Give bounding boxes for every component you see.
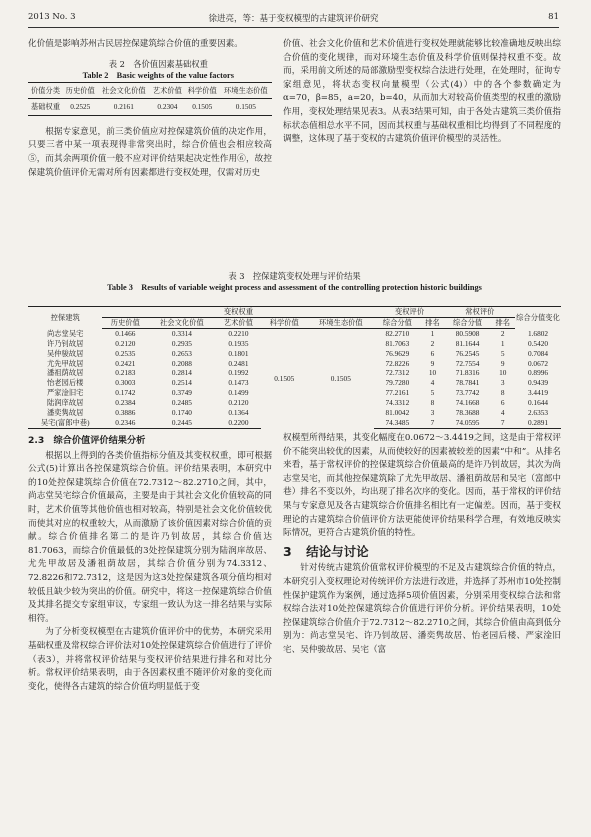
table-cell: 76.2545 xyxy=(455,348,480,358)
paragraph: 价值、社会文化价值和艺术价值进行变权处理就能够比较准确地反映出综合价值的变化规律，而对环境生态价值及科学价值则保持权重不变。故而，采用前文所述的局部激励型变权综合法进行处理，在处理时，征询专家组意见，将状态变权向量模型（公式(4)）中的各个参数确定为 α=70，β=85，a=20，b=40，从而加大对较高价值类型的权重的激励作用，变权处理结果见表3。从表3结果可知，由于各处古建筑三类价值指标状态值相总水平不同，因而其权重与基础权重相比均得到了不同程度的调整，这体现了基于变权的古建筑价值评价模型的灵活性。 xyxy=(283,39,561,145)
page-number: 81 xyxy=(548,12,559,22)
table-cell: 0.2481 xyxy=(228,358,249,368)
table-cell: 3 xyxy=(500,378,505,388)
table-cell: 尚志堂吴宅 xyxy=(46,328,84,338)
table-cell: 0.2183 xyxy=(115,368,136,378)
table-cell: 1.6802 xyxy=(527,328,549,338)
table-cell: 0.1644 xyxy=(527,398,549,408)
table-cell: 2 xyxy=(430,338,435,348)
table-header: 艺术价值 xyxy=(150,82,185,98)
table-cell-merged: 0.1505 xyxy=(274,373,295,383)
table-cell: 0.2120 xyxy=(228,398,249,408)
table-cell: 9 xyxy=(500,358,505,368)
table-cell: 0.2120 xyxy=(115,338,136,348)
table-cell: 72.8226 xyxy=(385,358,410,368)
table-cell: 0.2210 xyxy=(228,328,249,338)
paragraph: 权模型所得结果，其变化幅度在0.0672～3.4419之间，这是由于常权评价不能突出较优的因素，从而使较好的因素被较差的因素“中和”。从排名来看，基于常权评价的控保建筑综合价值最高的是许乃钊故居，其次为尚志堂吴宅，而其他控保建筑除了尤先甲故居、潘祖荫故居和吴宅（富郎中巷）排名不变以外，均出现了排名次序的变化。因而，基于常权的评价结果与专家意见及各古建筑综合价值排名相比有一定偏差。因而，基于变权理论的古建筑综合价值评价方法更能使评价结果科学合理，有效地反映实际情况，更符合古建筑价值的特性。 xyxy=(283,433,561,539)
table-cell: 陆润庠故居 xyxy=(46,398,84,408)
table-cell: 0.2485 xyxy=(171,398,192,408)
left-column-bottom xyxy=(28,432,272,694)
table-cell: 0.2088 xyxy=(171,358,192,368)
table-header: 环境生态价值 xyxy=(307,317,374,328)
table-cell: 8 xyxy=(500,388,505,398)
table-cell: 72.7312 xyxy=(385,368,410,378)
table-row xyxy=(28,328,561,338)
table-header: 历史价值 xyxy=(63,82,98,98)
table-cell: 0.2384 xyxy=(115,398,136,408)
table-cell: 79.7280 xyxy=(385,378,410,388)
paragraph: 针对传统古建筑价值常权评价模型的不足及古建筑综合价值的特点，本研究引入变权理论对传统评价方法进行改进，并选择了苏州市10处控制性保护建筑作为案例，通过选择5项价值因素，分别采用变权综合法和常权综合法对10处控保建筑综合价值进行评价分析。评价结果表明，10处控保建筑综合价值介于72.7312～82.2710之间，其综合价值由高到低分别为：尚志堂吴宅、许乃钊故居、潘奕隽故居、怡老园后楼、严家淦旧宅、吴仲骏故居、吴宅（富 xyxy=(283,563,561,655)
table3-caption-cn: 表 3 控保建筑变权处理与评价结果 xyxy=(228,271,361,281)
table-cell: 0.2200 xyxy=(216,418,262,428)
table-cell: 5 xyxy=(430,388,435,398)
table-cell: 0.3749 xyxy=(171,388,192,398)
table-cell: 74.0595 xyxy=(445,418,491,428)
section-heading: 2.3 综合价值评价结果分析 xyxy=(28,435,146,446)
table-header: 科学价值 xyxy=(185,82,220,98)
table-cell: 0.1466 xyxy=(115,328,136,338)
table-cell: 9 xyxy=(430,358,435,368)
table-cell: 2 xyxy=(500,328,505,338)
table-cell: 0.1505 xyxy=(185,99,220,116)
table-cell: 1 xyxy=(430,328,435,338)
table-cell: 81.1644 xyxy=(455,338,480,348)
section-heading xyxy=(283,545,561,559)
table-cell: 基础权重 xyxy=(28,99,63,116)
table-cell: 80.5908 xyxy=(455,328,480,338)
left-column-top xyxy=(28,38,272,180)
table-cell: 0.1992 xyxy=(228,368,249,378)
table-header: 变权权重 xyxy=(102,307,374,318)
table-cell: 7 xyxy=(491,418,516,428)
table-cell: 0.3886 xyxy=(115,408,136,418)
table-cell: 7 xyxy=(420,418,444,428)
table-cell: 0.1935 xyxy=(228,338,249,348)
table-cell: 0.2935 xyxy=(171,338,192,348)
table-header: 社会文化价值 xyxy=(98,82,150,98)
table-cell: 0.0672 xyxy=(527,358,549,368)
table-cell: 尤先甲故居 xyxy=(46,358,84,368)
table-cell: 0.2535 xyxy=(115,348,136,358)
table-header: 排名 xyxy=(420,317,444,328)
table-cell: 4 xyxy=(430,378,435,388)
running-header xyxy=(28,12,559,26)
table-cell: 0.2421 xyxy=(115,358,136,368)
table-cell: 0.1364 xyxy=(228,408,249,418)
table-cell: 0.1742 xyxy=(115,388,136,398)
paragraph: 为了分析变权模型在古建筑价值评价中的优势，本研究采用基础权重及常权综合评价法对10处控保建筑综合价值进行了评价（表3），并将常权评价结果与变权评价结果进行排名和对比分析。常权评价结果表明，由于各因素权重不随评价对象的变化而变化，使得各古建筑的综合价值均明显低于变 xyxy=(28,627,272,692)
table-cell: 73.7742 xyxy=(455,388,480,398)
table-cell: 吴宅(富郎中巷) xyxy=(28,418,102,428)
table-cell: 0.1740 xyxy=(171,408,192,418)
table-cell: 0.2814 xyxy=(171,368,192,378)
table-cell: 74.3312 xyxy=(385,398,410,408)
table-3 xyxy=(28,306,561,429)
table-cell: 严家淦旧宅 xyxy=(46,388,84,398)
table-cell: 10 xyxy=(499,368,507,378)
table-cell: 0.1505 xyxy=(220,99,272,116)
table-cell: 78.7841 xyxy=(455,378,480,388)
table-cell: 0.8996 xyxy=(527,368,549,378)
table-cell: 0.5420 xyxy=(527,338,549,348)
table-cell: 0.2161 xyxy=(98,99,150,116)
right-column-top xyxy=(283,38,561,147)
table-cell: 10 xyxy=(428,368,437,378)
table-cell: 78.3688 xyxy=(455,408,480,418)
table-header: 社会文化价值 xyxy=(148,317,215,328)
table-cell: 怡老园后楼 xyxy=(46,378,84,388)
table-header: 综合分值 xyxy=(374,317,420,328)
table-cell: 0.1801 xyxy=(228,348,249,358)
table-cell: 0.2445 xyxy=(148,418,215,428)
table3-caption xyxy=(28,270,561,296)
section-title: 结论与讨论 xyxy=(306,543,369,559)
table-cell: 1 xyxy=(500,338,505,348)
table-header: 历史价值 xyxy=(102,317,148,328)
table-cell: 3.4419 xyxy=(527,388,549,398)
table-cell: 74.1668 xyxy=(455,398,480,408)
table-cell: 4 xyxy=(500,408,505,418)
table-cell: 潘祖荫故居 xyxy=(46,368,84,378)
table-cell: 6 xyxy=(430,348,435,358)
table-header: 价值分类 xyxy=(28,82,63,98)
issue-label: 2013 No. 3 xyxy=(28,12,76,22)
table-cell: 81.0042 xyxy=(385,408,410,418)
table-cell: 71.8316 xyxy=(455,368,480,378)
table-cell: 0.3003 xyxy=(115,378,136,388)
table2-caption-cn: 表 2 各价值因素基础权重 xyxy=(108,58,208,69)
table-cell: 2.6353 xyxy=(527,408,549,418)
table-cell: 0.7084 xyxy=(527,348,549,358)
section-number: 3 xyxy=(283,543,292,559)
table-header: 变权评价 xyxy=(374,307,444,318)
table-header: 排名 xyxy=(491,317,516,328)
table-cell: 0.2304 xyxy=(150,99,185,116)
table-cell: 吴仲骏故居 xyxy=(46,348,84,358)
paragraph: 根据专家意见，前三类价值应对控保建筑价值的决定作用，只要三者中某一项表现得非常突出时，综合价值也会相应较高⑤，而其余两项价值一般不应对评价结果起决定性作用⑥，故控保建筑价值评价无需对所有因素都进行变权处理，仅需对历史 xyxy=(28,126,272,178)
table-header: 科学价值 xyxy=(261,317,307,328)
table-cell: 0.2653 xyxy=(171,348,192,358)
header-rule xyxy=(28,27,559,28)
table-cell: 0.3314 xyxy=(171,328,192,338)
table-cell: 0.9439 xyxy=(527,378,549,388)
table-cell: 76.9629 xyxy=(385,348,410,358)
header-title: 徐进亮，等：基于变权模型的古建筑评价研究 xyxy=(208,14,379,24)
table-row xyxy=(28,99,272,116)
table3-caption-en: Table 3 Results of variable weight process and assessment of the controlling protection historic buildings xyxy=(107,283,482,292)
table-cell: 0.1499 xyxy=(228,388,249,398)
table-cell: 0.1473 xyxy=(228,378,249,388)
table-cell: 72.7554 xyxy=(455,358,480,368)
table-header: 艺术价值 xyxy=(216,317,262,328)
table-cell: 3 xyxy=(430,408,435,418)
table-cell: 潘奕隽故居 xyxy=(46,408,84,418)
table-cell: 0.2525 xyxy=(63,99,98,116)
table-header: 综合分值 xyxy=(445,317,491,328)
table-cell-merged: 0.1505 xyxy=(330,373,351,383)
table-cell: 0.2514 xyxy=(171,378,192,388)
table-header: 常权评价 xyxy=(445,307,515,318)
table-cell: 8 xyxy=(430,398,435,408)
paragraph: 根据以上得到的各类价值指标分值及其变权权重，即可根据公式(5)计算出各控保建筑综合价值。评价结果表明，本研究中的10处控保建筑综合价值在72.7312～82.2710之间，其中，尚志堂吴宅综合价值最高，主要是由于其社会文化价值较高的同时，艺术价值等其他价值也相对较高，特别是社会文化价值较优而使其对应的权重较大，从而激励了该价值因素对综合价值的贡献。综合价值排名第二的是许乃钊故居，其综合价值达81.7063，而综合价值最低的3处控保建筑分别为陆润庠故居、尤先甲故居及潘祖荫故居，其综合价值分别为74.3312、72.8226和72.7312，这是因为这3处控保建筑各项分值均相对较低且缺少较为突出的价值。研究中，将这一控保建筑综合价值及其排名提交专家组审议，专家组一致认为这一排名结果与实际相符。 xyxy=(28,450,272,624)
table-header: 综合分值变化 xyxy=(515,307,561,329)
table-2 xyxy=(28,82,272,116)
table-cell: 0.2346 xyxy=(102,418,148,428)
table-cell: 82.2710 xyxy=(385,328,410,338)
right-column-bottom xyxy=(283,432,561,658)
table-cell: 6 xyxy=(500,398,505,408)
table-header: 环境生态价值 xyxy=(220,82,272,98)
paragraph: 化价值是影响苏州古民居控保建筑综合价值的重要因素。 xyxy=(28,39,243,49)
table-cell: 77.2161 xyxy=(385,388,410,398)
table-cell: 81.7063 xyxy=(385,338,410,348)
table2-caption-en: Table 2 Basic weights of the value factors xyxy=(82,70,234,80)
table-cell: 0.2891 xyxy=(515,418,561,428)
table-header: 控保建筑 xyxy=(28,307,102,329)
table-cell: 5 xyxy=(500,348,505,358)
table-cell: 74.3485 xyxy=(374,418,420,428)
table-cell: 许乃钊故居 xyxy=(46,338,84,348)
